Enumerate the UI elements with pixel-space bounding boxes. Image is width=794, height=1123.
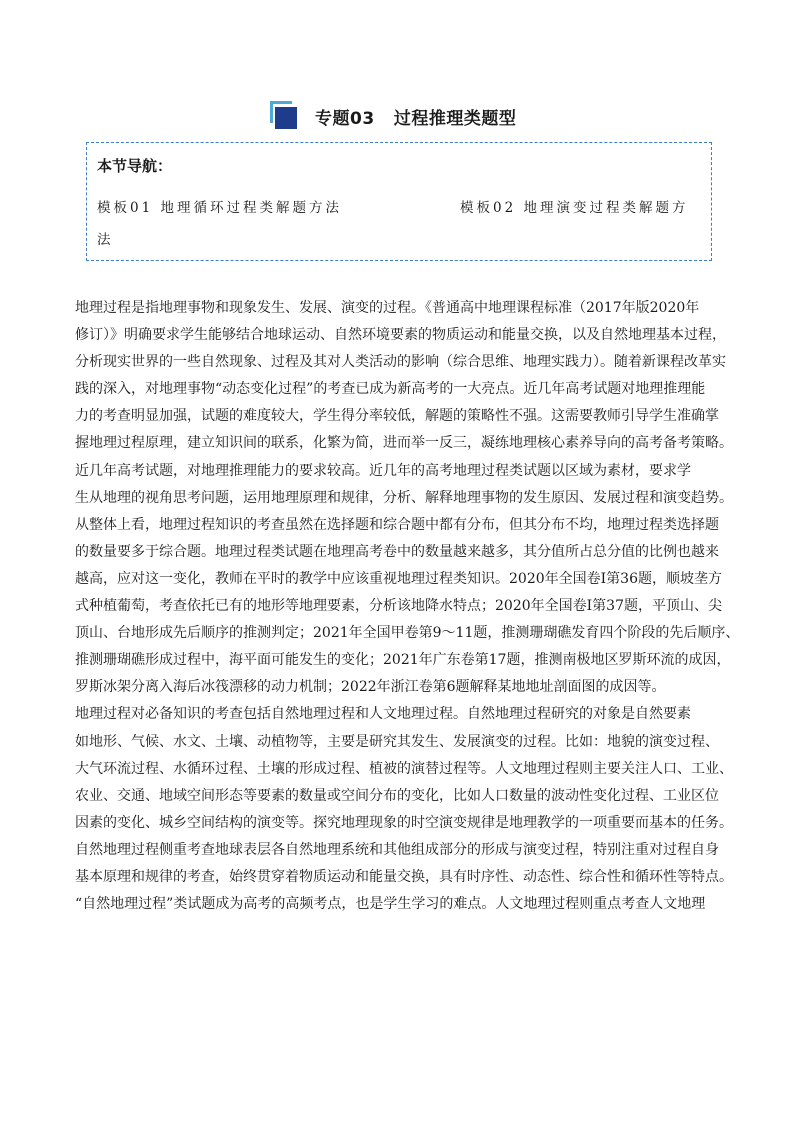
- body-line: 自然地理过程侧重考查地球表层各自然地理系统和其他组成部分的形成与演变过程，特别注重对过程自身: [75, 841, 719, 858]
- body-line: 大气环流过程、水循环过程、土壤的形成过程、植被的演替过程等。人文地理过程则主要关注人口、工业、: [75, 760, 733, 777]
- nav-item-template-02: 模板02 地理演变过程类解题方: [460, 200, 689, 216]
- body-line: 罗斯冰架分离入海后冰筏漂移的动力机制；2022年浙江卷第6题解释某地地址剖面图的成因等。: [75, 679, 666, 696]
- page-title: 专题03 过程推理类题型: [315, 109, 517, 129]
- body-text: [75, 295, 740, 918]
- body-line: 近几年高考试题，对地理推理能力的要求较高。近几年的高考地理过程类试题以区域为素材，要求学: [75, 462, 691, 479]
- body-line: 农业、交通、地域空间形态等要素的数量或空间分布的变化，比如人口数量的波动性变化过程、工业区位: [75, 787, 719, 804]
- body-line: 分析现实世界的一些自然现象、过程及其对人类活动的影响（综合思维、地理实践力）。随着新课程改革实: [75, 354, 726, 371]
- body-line: 修订）》明确要求学生能够结合地球运动、自然环境要素的物质运动和能量交换，以及自然地理基本过程，: [75, 327, 726, 344]
- body-line: 生从地理的视角思考问题，运用地理原理和规律，分析、解释地理事物的发生原因、发展过程和演变趋势。: [75, 489, 733, 506]
- body-line: 地理过程是指地理事物和现象发生、发展、演变的过程。《普通高中地理课程标准（2017年版2020年: [75, 300, 700, 316]
- body-line: 顶山、台地形成先后顺序的推测判定；2021年全国甲卷第9～11题，推测珊瑚礁发育四个阶段的先后顺序、: [75, 625, 740, 642]
- title-square-icon-front: [275, 107, 297, 129]
- body-line: 践的深入，对地理事物“动态变化过程”的考查已成为新高考的一大亮点。近几年高考试题对地理推理能: [75, 381, 706, 398]
- body-line: 因素的变化、城乡空间结构的演变等。探究地理现象的时空演变规律是地理教学的一项重要而基本的任务。: [75, 814, 733, 831]
- body-line: 基本原理和规律的考查，始终贯穿着物质运动和能量交换，具有时序性、动态性、综合性和循环性等特点。: [75, 868, 733, 885]
- section-navigation-box: [86, 142, 712, 261]
- body-line: 越高，应对这一变化，教师在平时的教学中应该重视地理过程类知识。2020年全国卷Ⅰ第36题，顺坡垄方: [75, 570, 722, 587]
- body-line: 如地形、气候、水文、土壤、动植物等，主要是研究其发生、发展演变的过程。比如：地貌的演变过程、: [75, 733, 719, 750]
- body-line: 从整体上看，地理过程知识的考查虽然在选择题和综合题中都有分布，但其分布不均，地理过程类选择题: [75, 516, 719, 533]
- body-line: 力的考查明显加强，试题的难度较大，学生得分率较低，解题的策略性不强。这需要教师引导学生准确掌: [75, 408, 719, 425]
- body-line: 推测珊瑚礁形成过程中，海平面可能发生的变化；2021年广东卷第17题，推测南极地区罗斯环流的成因，: [75, 652, 731, 669]
- nav-item-template-01: 模板01 地理循环过程类解题方法: [97, 200, 342, 216]
- body-line: 握地理过程原理，建立知识间的联系，化繁为简，进而举一反三，凝练地理核心素养导向的高考备考策略。: [75, 435, 733, 452]
- title-section: [0, 100, 794, 134]
- body-line: 式种植葡萄，考查依托已有的地形等地理要素，分析该地降水特点；2020年全国卷Ⅰ第37题，平顶山、尖: [75, 598, 722, 615]
- body-line: “自然地理过程”类试题成为高考的高频考点，也是学生学习的难点。人文地理过程则重点考查人文地理: [75, 896, 706, 913]
- navigation-heading: 本节导航：: [97, 157, 173, 175]
- nav-item-template-02-wrap: 法: [97, 232, 111, 248]
- body-line: 的数量要多于综合题。地理过程类试题在地理高考卷中的数量越来越多，其分值所占总分值的比例也越来: [75, 543, 719, 560]
- body-line: 地理过程对必备知识的考查包括自然地理过程和人文地理过程。自然地理过程研究的对象是自然要素: [75, 706, 691, 723]
